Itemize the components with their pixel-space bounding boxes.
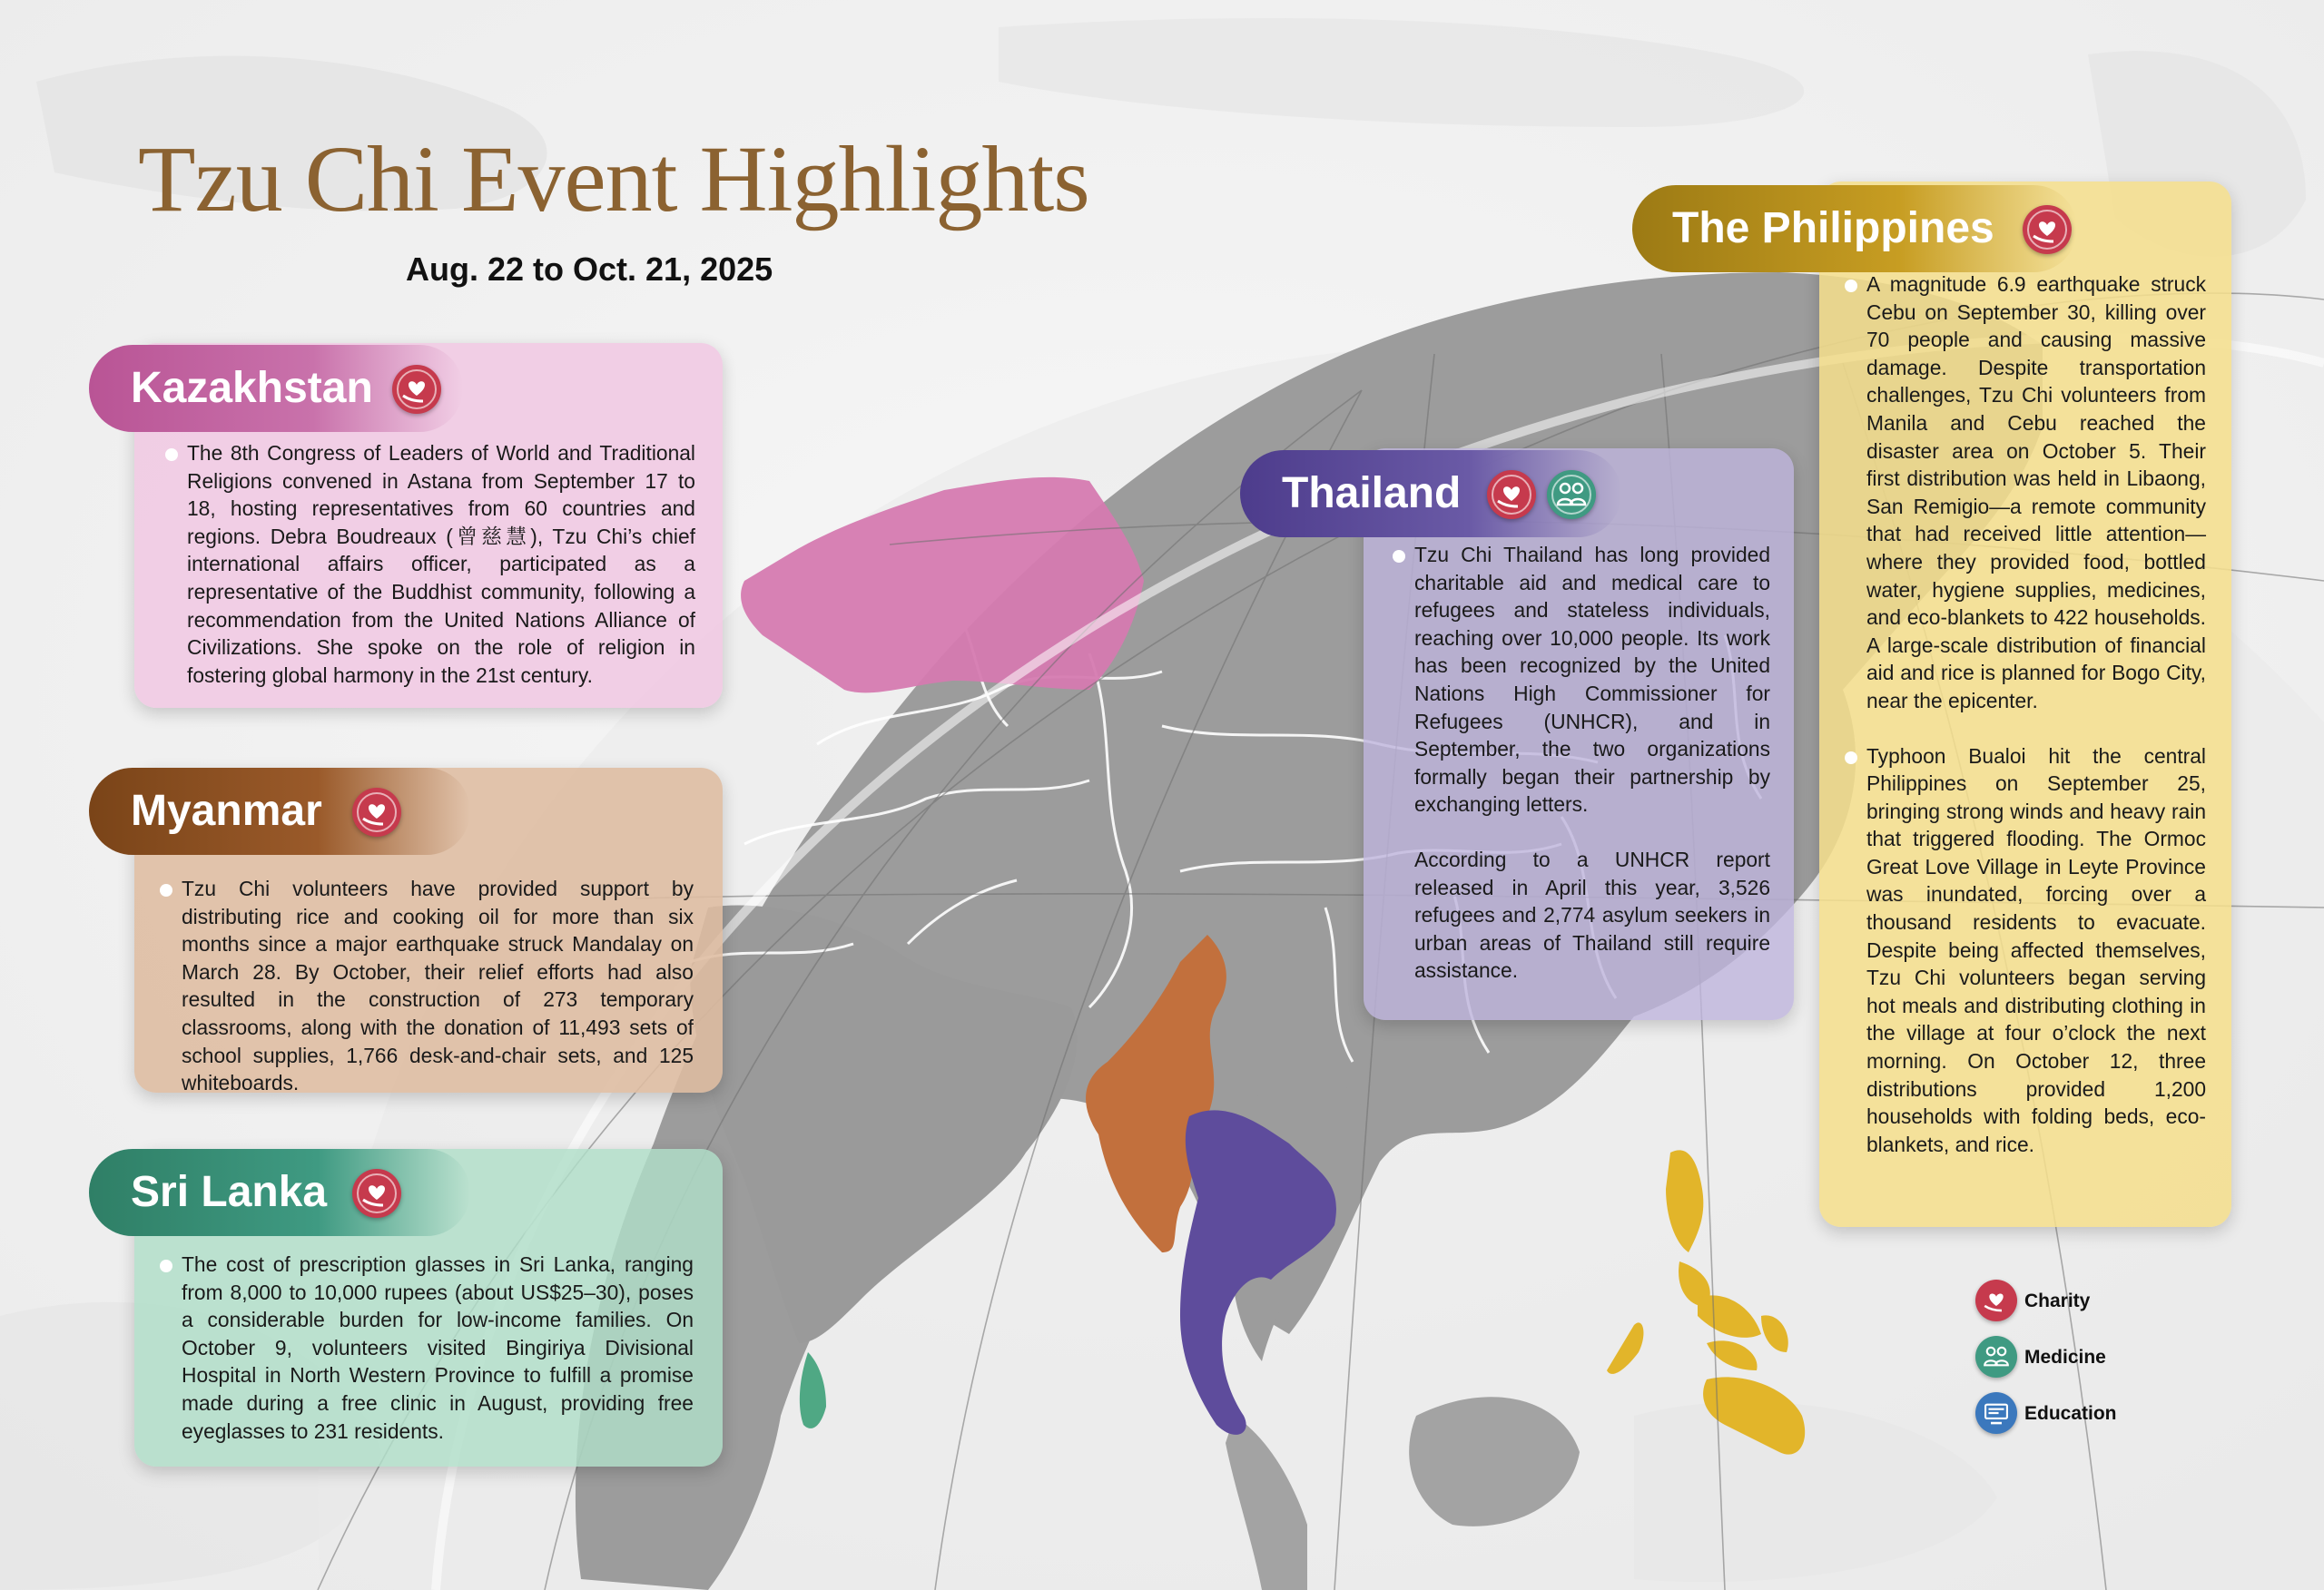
charity-icon bbox=[392, 365, 441, 414]
philippines-text-1: A magnitude 6.9 earthquake struck Cebu on September 30, killing over 70 people and causing massive damage. Despite transportation challenges, Tzu Chi volunteers from Manila and Cebu reached the disaster area on October 5. Their first distribution was held in Libaong, San Remigio—a remote community that had received little attention—where they provided food, bottled water, hygiene supplies, medicines, and eco-blankets to 422 households. A large-scale distribution of financial aid and rice is planned for Bogo City, near the epicenter. bbox=[1866, 270, 2206, 715]
charity-icon bbox=[1487, 470, 1536, 519]
kazakhstan-text: The 8th Congress of Leaders of World and Traditional Religions convened in Astana from September 17 to 18, hosting representatives from 60 countries and regions. Debra Boudreaux (曾慈慧), Tzu Chi’s chief international affairs officer, participated as a representative of the Buddhist community, following a recommendation from the United Nations Alliance of Civilizations. She spoke on the role of religion in fostering global harmony in the 21st century. bbox=[187, 439, 695, 689]
charity-icon bbox=[352, 788, 401, 837]
kazakhstan-title: Kazakhstan bbox=[131, 364, 373, 412]
page-title: Tzu Chi Event Highlights bbox=[138, 127, 1089, 231]
education-icon bbox=[1975, 1392, 2017, 1434]
legend-label: Medicine bbox=[2024, 1347, 2106, 1368]
myanmar-title: Myanmar bbox=[131, 787, 322, 835]
medicine-icon bbox=[1975, 1336, 2017, 1378]
charity-icon bbox=[1975, 1280, 2017, 1321]
srilanka-title: Sri Lanka bbox=[131, 1168, 328, 1216]
srilanka-text: The cost of prescription glasses in Sri Lanka, ranging from 8,000 to 10,000 rupees (about US$25–30), poses a considerable burden for low-income families. On October 9, volunteers visited Bingiriya Divisional Hospital in North Western Province to fulfill a promise made during a free clinic in August, providing free eyeglasses to 231 residents. bbox=[182, 1251, 694, 1445]
philippines-text-2: Typhoon Bualoi hit the central Philippines on September 25, bringing strong winds and heavy rain that triggered flooding. The Ormoc Great Love Village in Leyte Province was inundated, forcing over a thousand residents to evacuate. Despite being affected themselves, Tzu Chi volunteers began serving hot meals and distributing clothing in the village at four o’clock the next morning. On October 12, three distributions provided 1,200 households with folding beds, eco-blankets, and rice. bbox=[1866, 742, 2206, 1159]
myanmar-text: Tzu Chi volunteers have provided support by distributing rice and cooking oil for more than six months since a major earthquake struck Mandalay on March 28. By October, their relief efforts had also resulted in the construction of 273 temporary classrooms, along with the donation of 11,493 sets of school supplies, 1,766 desk-and-chair sets, and 125 whiteboards. bbox=[182, 875, 694, 1097]
philippines-heading bbox=[1632, 185, 2077, 272]
thailand-text-2: According to a UNHCR report released in April this year, 3,526 refugees and 2,774 asylum seekers in urban areas of Thailand still require assistance. bbox=[1414, 847, 1770, 983]
legend-label: Charity bbox=[2024, 1291, 2091, 1311]
philippines-title: The Philippines bbox=[1672, 204, 1994, 252]
charity-icon bbox=[2023, 205, 2072, 254]
legend-label: Education bbox=[2024, 1403, 2117, 1424]
thailand-text-1: Tzu Chi Thailand has long provided charitable aid and medical care to refugees and stateless individuals, reaching over 10,000 people. Its work has been recognized by the United Nations High Commissioner for Refugees (UNHCR), and in September, the two organizations formally began their partnership by exchanging letters. bbox=[1414, 541, 1770, 819]
myanmar-heading bbox=[89, 768, 470, 855]
srilanka-heading bbox=[89, 1149, 470, 1236]
medicine-icon bbox=[1547, 470, 1596, 519]
date-range: Aug. 22 to Oct. 21, 2025 bbox=[406, 250, 773, 288]
philippines-card bbox=[1819, 182, 2231, 1227]
charity-icon bbox=[352, 1169, 401, 1218]
thailand-title: Thailand bbox=[1282, 469, 1462, 517]
